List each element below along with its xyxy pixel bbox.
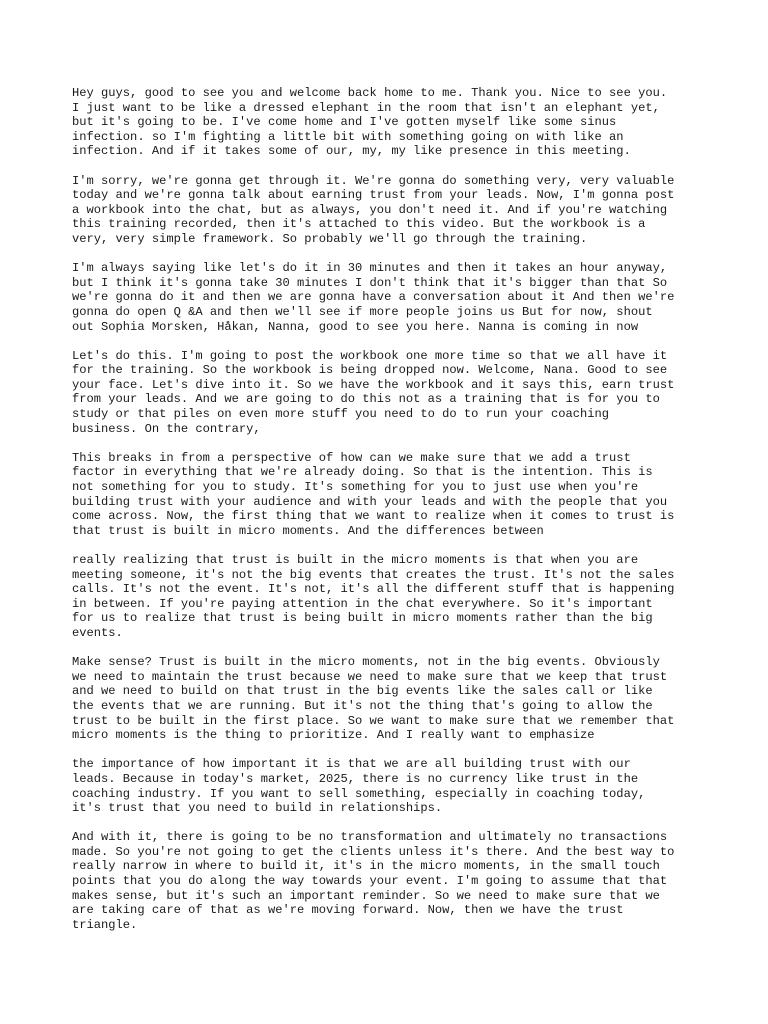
paragraph-2: I'm sorry, we're gonna get through it. We're gonna do something very, very valuable today and we're gonna talk about earning trust from your leads. Now, I'm gonna post a workbook into the chat, but as always, you don't need it. And if you're watching this training recorded, then it's attached to this video. But the workbook is a very, very simple framework. So probably we'll go through the training. xyxy=(72,173,675,246)
paragraph-8: the importance of how important it is that we are all building trust with our leads. Because in today's market, 2025, there is no currency like trust in the coaching industry. If you want to sell something, especially in coaching today, it's trust that you need to build in relationships. xyxy=(72,757,646,816)
document-page xyxy=(72,86,712,947)
paragraph-4: Let's do this. I'm going to post the workbook one more time so that we all have it for the training. So the workbook is being dropped now. Welcome, Nana. Good to see your face. Let's dive into it. So we have the workbook and it says this, earn trust from your leads. And we are going to do this not as a training that is for you to study or that piles on even more stuff you need to do to run your coaching business. On the contrary, xyxy=(72,348,675,436)
paragraph-1: Hey guys, good to see you and welcome back home to me. Thank you. Nice to see you. I just want to be like a dressed elephant in the room that isn't an elephant yet, but it's going to be. I've come home and I've gotten myself like some sinus infection. so I'm fighting a little bit with something going on with like an infection. And if it takes some of our, my, my like presence in this meeting. xyxy=(72,86,668,159)
paragraph-6: really realizing that trust is built in the micro moments is that when you are meeting someone, it's not the big events that creates the trust. It's not the sales calls. It's not the event. It's not, it's all the different stuff that is happening in between. If you're paying attention in the chat everywhere. So it's important for us to realize that trust is being built in micro moments rather than the big events. xyxy=(72,553,675,640)
paragraph-9: And with it, there is going to be no transformation and ultimately no transactions made. So you're not going to get the clients unless it's there. And the best way to really narrow in where to build it, it's in the micro moments, in the small touch points that you do along the way towards your event. I'm going to assume that that makes sense, but it's such an important reminder. So we need to make sure that we are taking care of that as we're moving forward. Now, then we have the trust triangle. xyxy=(72,830,675,932)
paragraph-5: This breaks in from a perspective of how can we make sure that we add a trust factor in everything that we're already doing. So that is the intention. This is not something for you to study. It's something for you to just use when you're building trust with your audience and with your leads and with the people that you come across. Now, the first thing that we want to realize when it comes to trust is that trust is built in micro moments. And the differences between xyxy=(72,450,675,538)
paragraph-7: Make sense? Trust is built in the micro moments, not in the big events. Obviously we need to maintain the trust because we need to make sure that we keep that trust and we need to build on that trust in the big events like the sales call or like the events that we are running. But it's not the thing that's going to allow the trust to be built in the first place. So we want to make sure that we remember that micro moments is the thing to prioritize. And I really want to emphasize xyxy=(72,655,675,743)
paragraph-3: I'm always saying like let's do it in 30 minutes and then it takes an hour anyway, but I think it's gonna take 30 minutes I don't think that it's bigger than that So we're gonna do it and then we are gonna have a conversation about it And then we're gonna do open Q &A and then we'll see if more people joins us But for now, shout out Sophia Morsken, Håkan, Nanna, good to see you here. Nanna is coming in now xyxy=(72,261,675,334)
